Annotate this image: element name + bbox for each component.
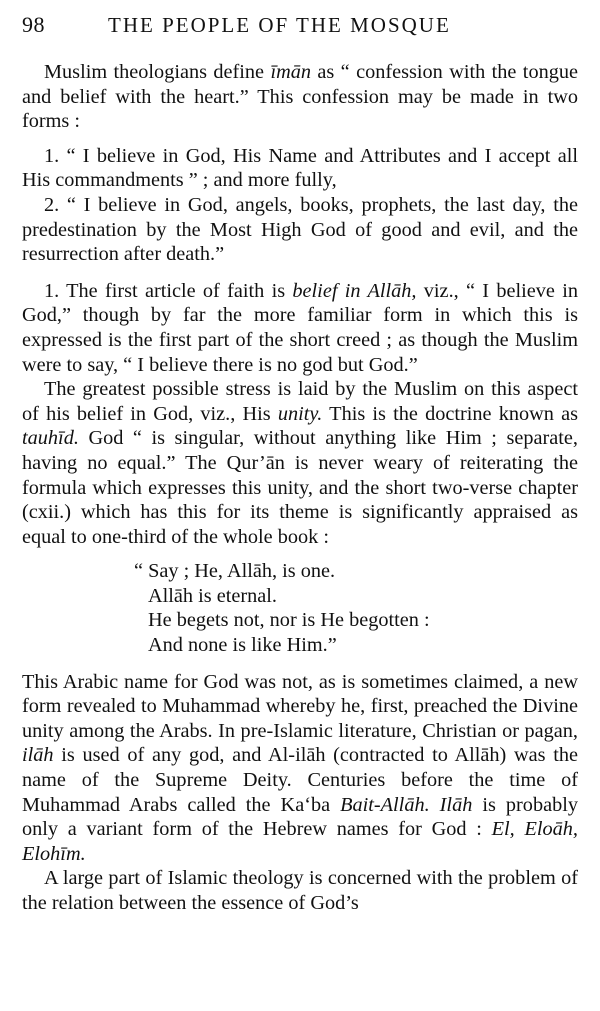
text-run: 1. The first article of faith is — [44, 279, 293, 302]
text-run: God “ is singular, without anything like Him ; separate, having no equal.” The Qur’ān is never weary of reiterating the formula which expresses this unity, and the short two-verse chapter (cxii.) which has this for its theme is significantly appraised as equal to one-third of the whole book : — [22, 427, 578, 548]
text-run: is used of any god, and Al-ilāh (contracted to Allāh) was the name of the Supreme Deity. Centuries before the time of Muhammad Arabs called the Ka‘ba — [22, 744, 578, 816]
verse-line: “ Say ; He, Allāh, is one. — [134, 560, 336, 583]
italic-term: Bait-Allāh. Ilāh — [340, 793, 473, 816]
page-number: 98 — [22, 12, 45, 37]
paragraph-belief-in-allah — [22, 279, 578, 377]
text-run: This Arabic name for God was not, as is sometimes claimed, a new form revealed to Muhammad whereby he, first, preached the Divine unity among the Arabs. In pre-Islamic literature, Christian or pagan, — [22, 670, 578, 742]
italic-term: belief in Allāh, — [292, 279, 417, 302]
paragraph-iman-definition — [22, 60, 578, 134]
text-run: The greatest possible stress is laid by the Muslim on this aspect of his belief in God, viz., His — [22, 378, 578, 425]
page-header — [22, 12, 578, 42]
running-head: THE PEOPLE OF THE MOSQUE — [108, 13, 451, 37]
italic-term: ilāh — [22, 744, 54, 767]
verse-line: He begets not, nor is He begotten : — [148, 609, 430, 632]
text-run: This is the doctrine known as — [322, 402, 578, 425]
text-run: 2. “ I believe in God, angels, books, prophets, the last day, the predestination by the Most High God of good and evil, and the resurrection after death.” — [22, 193, 578, 266]
verse-line: And none is like Him.” — [148, 634, 337, 657]
verse-quotation — [134, 559, 578, 657]
text-run: as “ confession with the tongue and belief with the heart.” This confession may be made in two forms : — [22, 61, 579, 133]
italic-term: tauhīd. — [22, 427, 79, 450]
italic-term: unity. — [277, 402, 323, 425]
body-text — [22, 60, 578, 916]
italic-term: El, Eloāh, Elohīm. — [22, 818, 578, 865]
text-run: viz., “ I believe in God,” though by far the more familiar form in which this is expressed is the first part of the short creed ; as though the Muslim were to say, “ I believe there is no god but God.” — [22, 279, 578, 376]
creed-form-1 — [22, 144, 578, 193]
text-run: Muslim theologians define — [44, 61, 271, 83]
paragraph-unity — [22, 377, 578, 549]
text-run: A large part of Islamic theology is concerned with the problem of the relation between the essence of God’s — [22, 867, 578, 914]
text-run: is probably only a variant form of the Hebrew names for God : — [22, 793, 578, 841]
paragraph-arabic-name — [22, 670, 578, 867]
paragraph-theology — [22, 866, 578, 915]
italic-term: īmān — [270, 61, 312, 83]
text-run: 1. “ I believe in God, His Name and Attributes and I accept all His commandments ” ; and more fully, — [22, 144, 578, 192]
creed-form-2 — [22, 193, 578, 267]
verse-line: Allāh is eternal. — [148, 584, 277, 607]
